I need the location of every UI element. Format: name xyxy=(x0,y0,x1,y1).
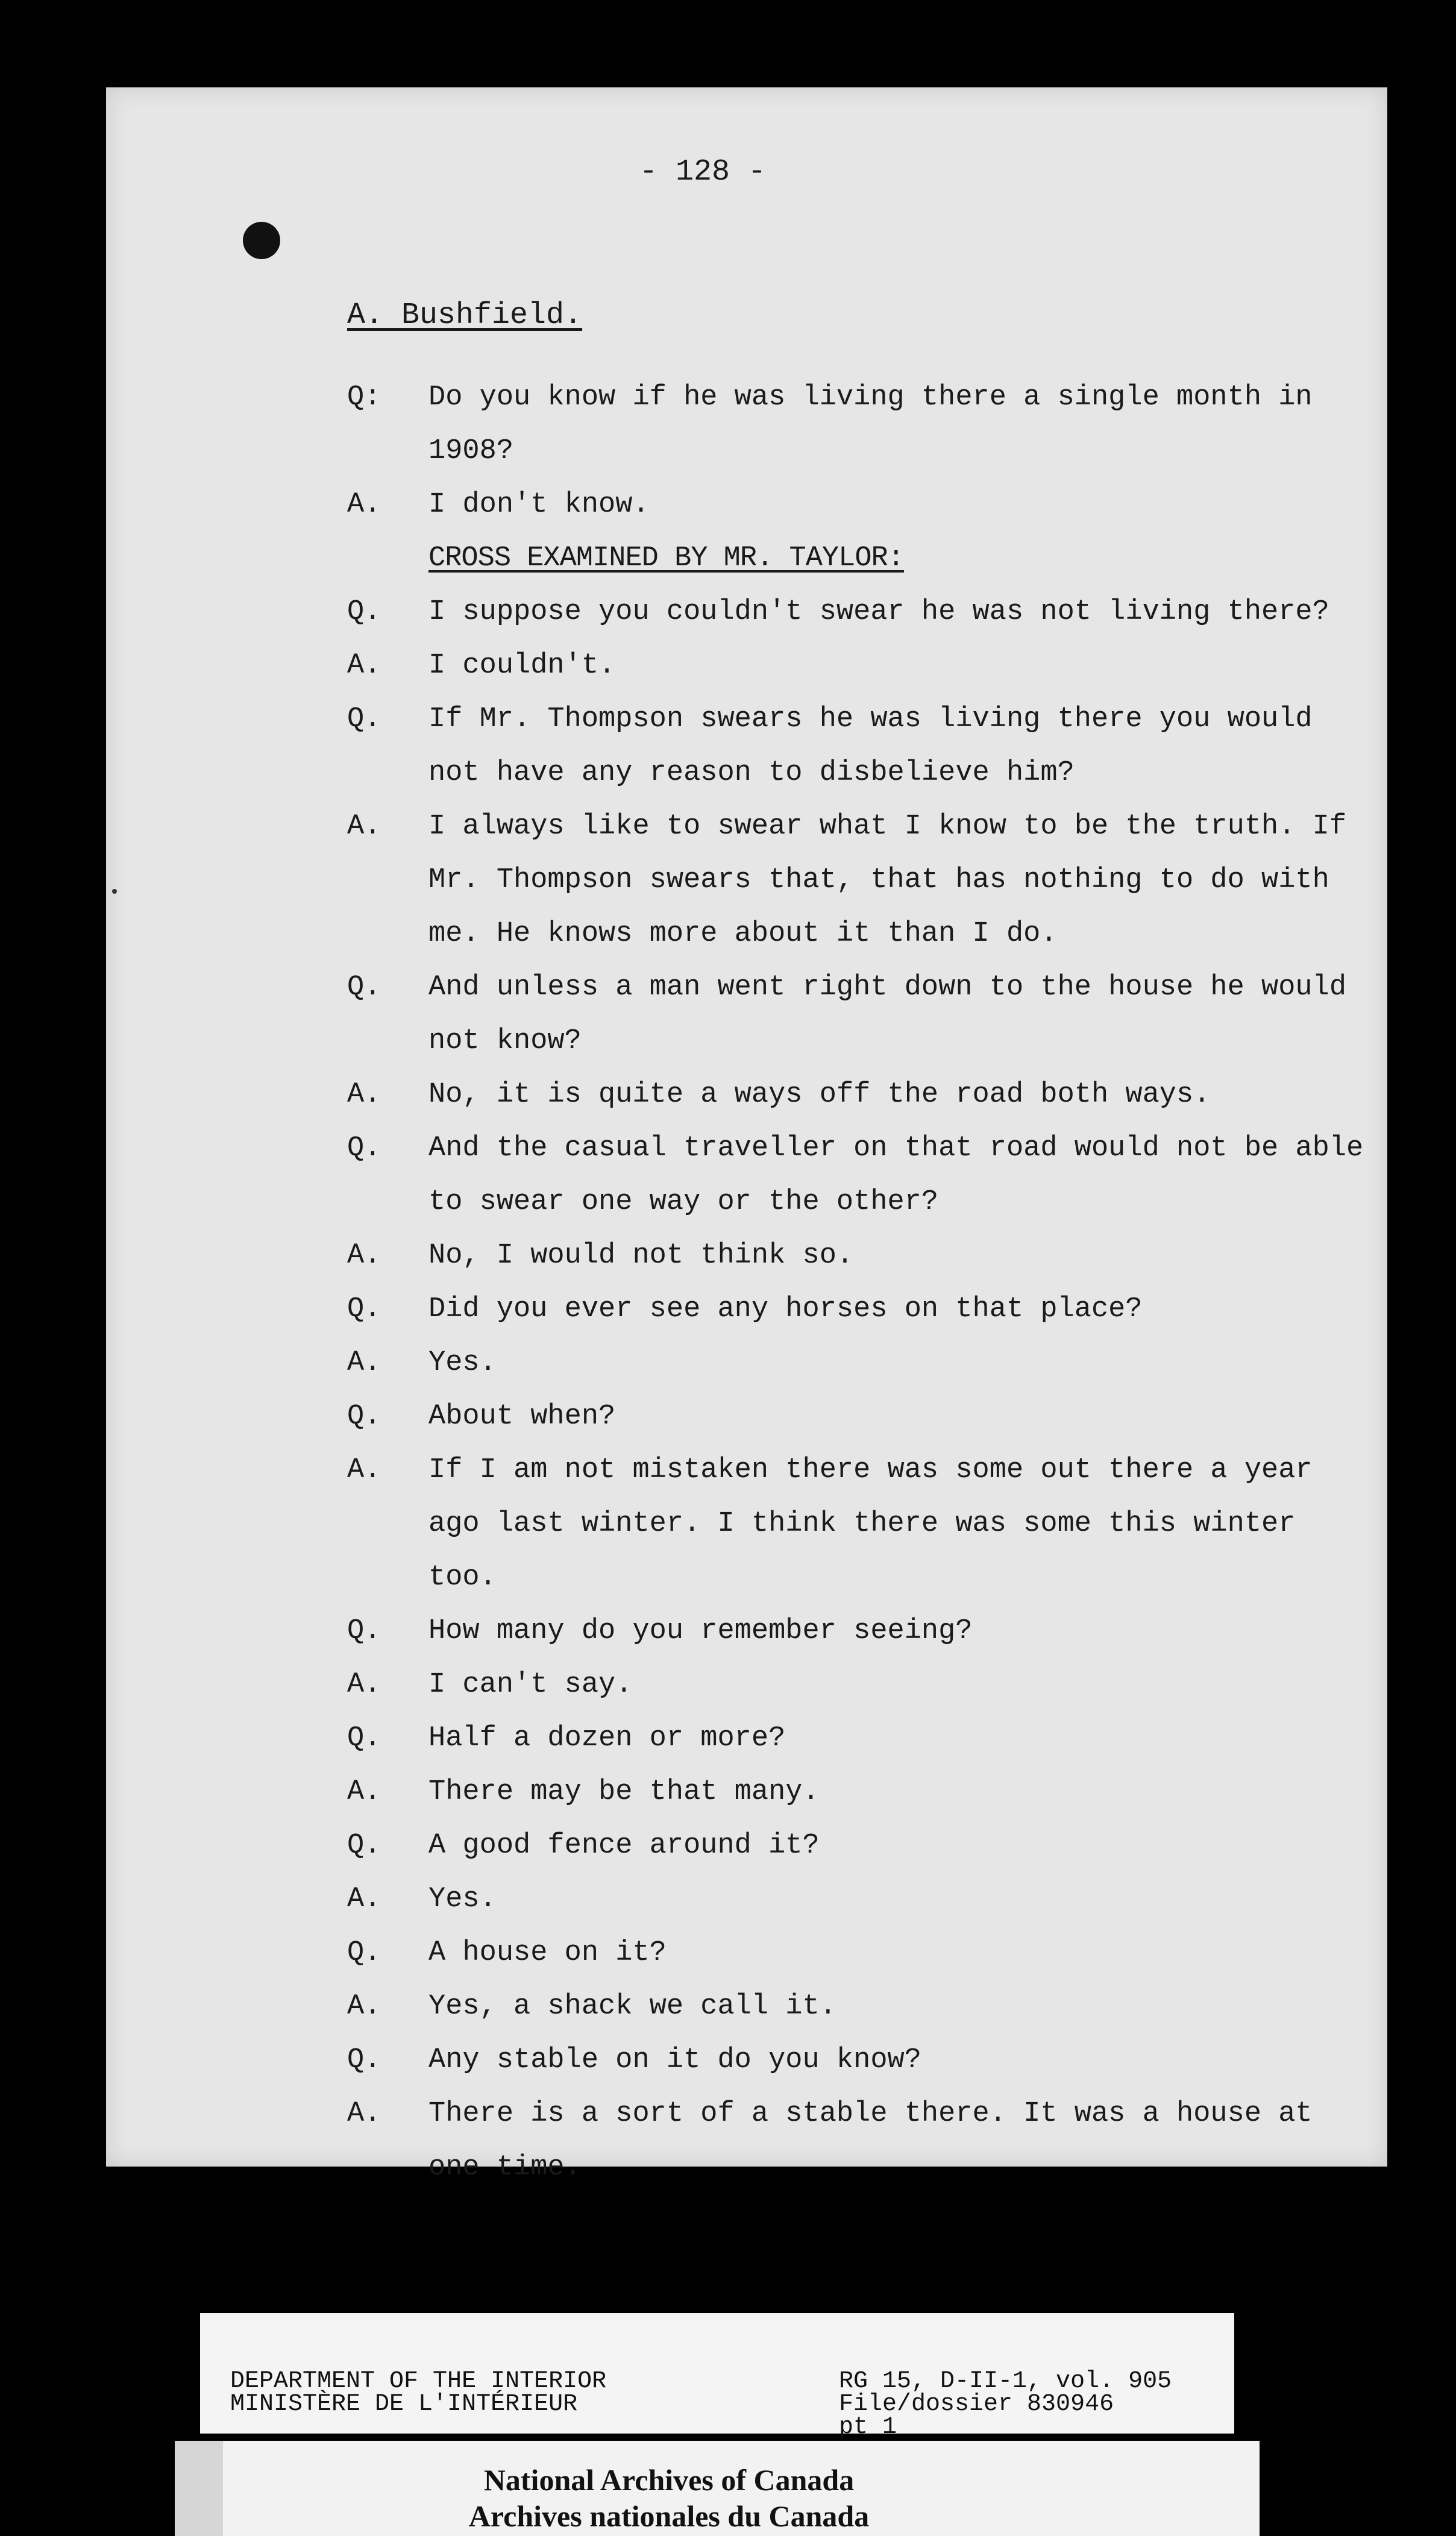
transcript-entry xyxy=(347,371,1372,478)
page-number: - 128 - xyxy=(639,155,767,189)
department-english: DEPARTMENT OF THE INTERIOR xyxy=(230,2368,607,2395)
transcript-entry xyxy=(347,2087,1372,2194)
transcript-entry xyxy=(347,800,1372,961)
transcript-entry xyxy=(347,692,1372,800)
speaker-label: Q. xyxy=(347,1132,381,1164)
speaker-label: Q. xyxy=(347,1401,381,1433)
entry-text: Yes, a shack we call it. xyxy=(428,1991,836,2023)
transcript-entry xyxy=(347,2033,1372,2087)
transcript-entry xyxy=(347,1926,1372,1980)
transcript-entry xyxy=(347,639,1372,692)
entry-text: How many do you remember seeing? xyxy=(428,1615,973,1647)
transcript-entry xyxy=(347,961,1372,1068)
speaker-label: A. xyxy=(347,2098,381,2130)
archives-name-french: Archives nationales du Canada xyxy=(468,2499,870,2533)
entry-text: I always like to swear what I know to be the truth. If Mr. Thompson swears that, that has nothing to do with me. He knows more about it than I do. xyxy=(428,811,1347,950)
archive-reference-label xyxy=(200,2313,1234,2441)
speaker-label: Q. xyxy=(347,1615,381,1647)
transcript-entry xyxy=(347,1604,1372,1658)
transcript-entry xyxy=(347,1282,1372,1336)
speaker-label: A. xyxy=(347,1883,381,1915)
entry-text: And the casual traveller on that road would not be able to swear one way or the other? xyxy=(428,1132,1364,1218)
entry-text: Half a dozen or more? xyxy=(428,1722,786,1754)
transcript-entry xyxy=(347,1819,1372,1872)
transcript-entry xyxy=(347,1122,1372,1229)
entry-text: I don't know. xyxy=(428,489,650,521)
speaker-label: A. xyxy=(347,489,381,521)
speaker-label: A. xyxy=(347,650,381,682)
entry-text: I can't say. xyxy=(428,1669,633,1701)
speaker-label: A. xyxy=(347,1991,381,2023)
speaker-label: Q. xyxy=(347,703,381,735)
transcript-entry xyxy=(347,1712,1372,1765)
speaker-label: A. xyxy=(347,1454,381,1486)
transcript-entry xyxy=(347,1658,1372,1712)
part-number: pt 1 xyxy=(839,2414,897,2441)
speaker-label: Q. xyxy=(347,2044,381,2076)
transcript-entry xyxy=(347,1872,1372,1926)
speaker-label: A. xyxy=(347,1240,381,1272)
transcript-entry xyxy=(347,1336,1372,1390)
transcript-body xyxy=(347,371,1372,2194)
cross-examination-heading-row xyxy=(347,532,1372,585)
entry-text: I couldn't. xyxy=(428,650,616,682)
entry-text: Yes. xyxy=(428,1883,497,1915)
witness-name: A. Bushfield. xyxy=(347,298,583,333)
entry-text: If I am not mistaken there was some out there a year ago last winter. I think there was some this winter too. xyxy=(428,1454,1313,1593)
speaker-label: A. xyxy=(347,1669,381,1701)
reference-block xyxy=(839,2370,1172,2439)
entry-text: If Mr. Thompson swears he was living there you would not have any reason to disbelieve him? xyxy=(428,703,1313,789)
speaker-label: Q. xyxy=(347,596,381,628)
speaker-label: Q. xyxy=(347,1937,381,1969)
entry-text: No, it is quite a ways off the road both ways. xyxy=(428,1079,1211,1111)
document-page xyxy=(106,87,1387,2183)
entry-text: Any stable on it do you know? xyxy=(428,2044,921,2076)
speaker-label: Q: xyxy=(347,381,381,413)
speaker-label: Q. xyxy=(347,1830,381,1862)
entry-text: A house on it? xyxy=(428,1937,667,1969)
department-block xyxy=(230,2370,606,2416)
record-group: RG 15, D-II-1, vol. 905 xyxy=(839,2368,1172,2395)
transcript-entry xyxy=(347,1443,1372,1604)
archives-name-english: National Archives of Canada xyxy=(483,2463,855,2497)
transcript-entry xyxy=(347,1068,1372,1122)
speaker-label: Q. xyxy=(347,1293,381,1325)
entry-text: Yes. xyxy=(428,1347,497,1379)
cross-examination-heading: CROSS EXAMINED BY MR. TAYLOR: xyxy=(428,542,904,574)
paper-speck xyxy=(112,889,117,894)
entry-text: I suppose you couldn't swear he was not living there? xyxy=(428,596,1329,628)
transcript-entry xyxy=(347,585,1372,639)
transcript-entry xyxy=(347,1980,1372,2033)
archives-footer-card xyxy=(175,2441,1260,2536)
entry-text: No, I would not think so. xyxy=(428,1240,854,1272)
file-number: File/dossier 830946 xyxy=(839,2391,1114,2418)
transcript-entry xyxy=(347,1390,1372,1443)
entry-text: A good fence around it? xyxy=(428,1830,820,1862)
speaker-label: A. xyxy=(347,811,381,843)
punch-hole xyxy=(243,222,280,259)
entry-text: Did you ever see any horses on that place? xyxy=(428,1293,1143,1325)
transcript-entry xyxy=(347,478,1372,532)
speaker-label: Q. xyxy=(347,1722,381,1754)
entry-text: About when? xyxy=(428,1401,616,1433)
entry-text: And unless a man went right down to the house he would not know? xyxy=(428,971,1347,1057)
entry-text: Do you know if he was living there a single month in 1908? xyxy=(428,381,1313,467)
entry-text: There is a sort of a stable there. It was a house at one time. xyxy=(428,2098,1313,2183)
transcript-entry xyxy=(347,1229,1372,1282)
entry-text: There may be that many. xyxy=(428,1776,820,1808)
speaker-label: A. xyxy=(347,1776,381,1808)
speaker-label: A. xyxy=(347,1079,381,1111)
speaker-label: Q. xyxy=(347,971,381,1003)
transcript-entry xyxy=(347,1765,1372,1819)
speaker-label: A. xyxy=(347,1347,381,1379)
department-french: MINISTÈRE DE L'INTÉRIEUR xyxy=(230,2391,578,2418)
